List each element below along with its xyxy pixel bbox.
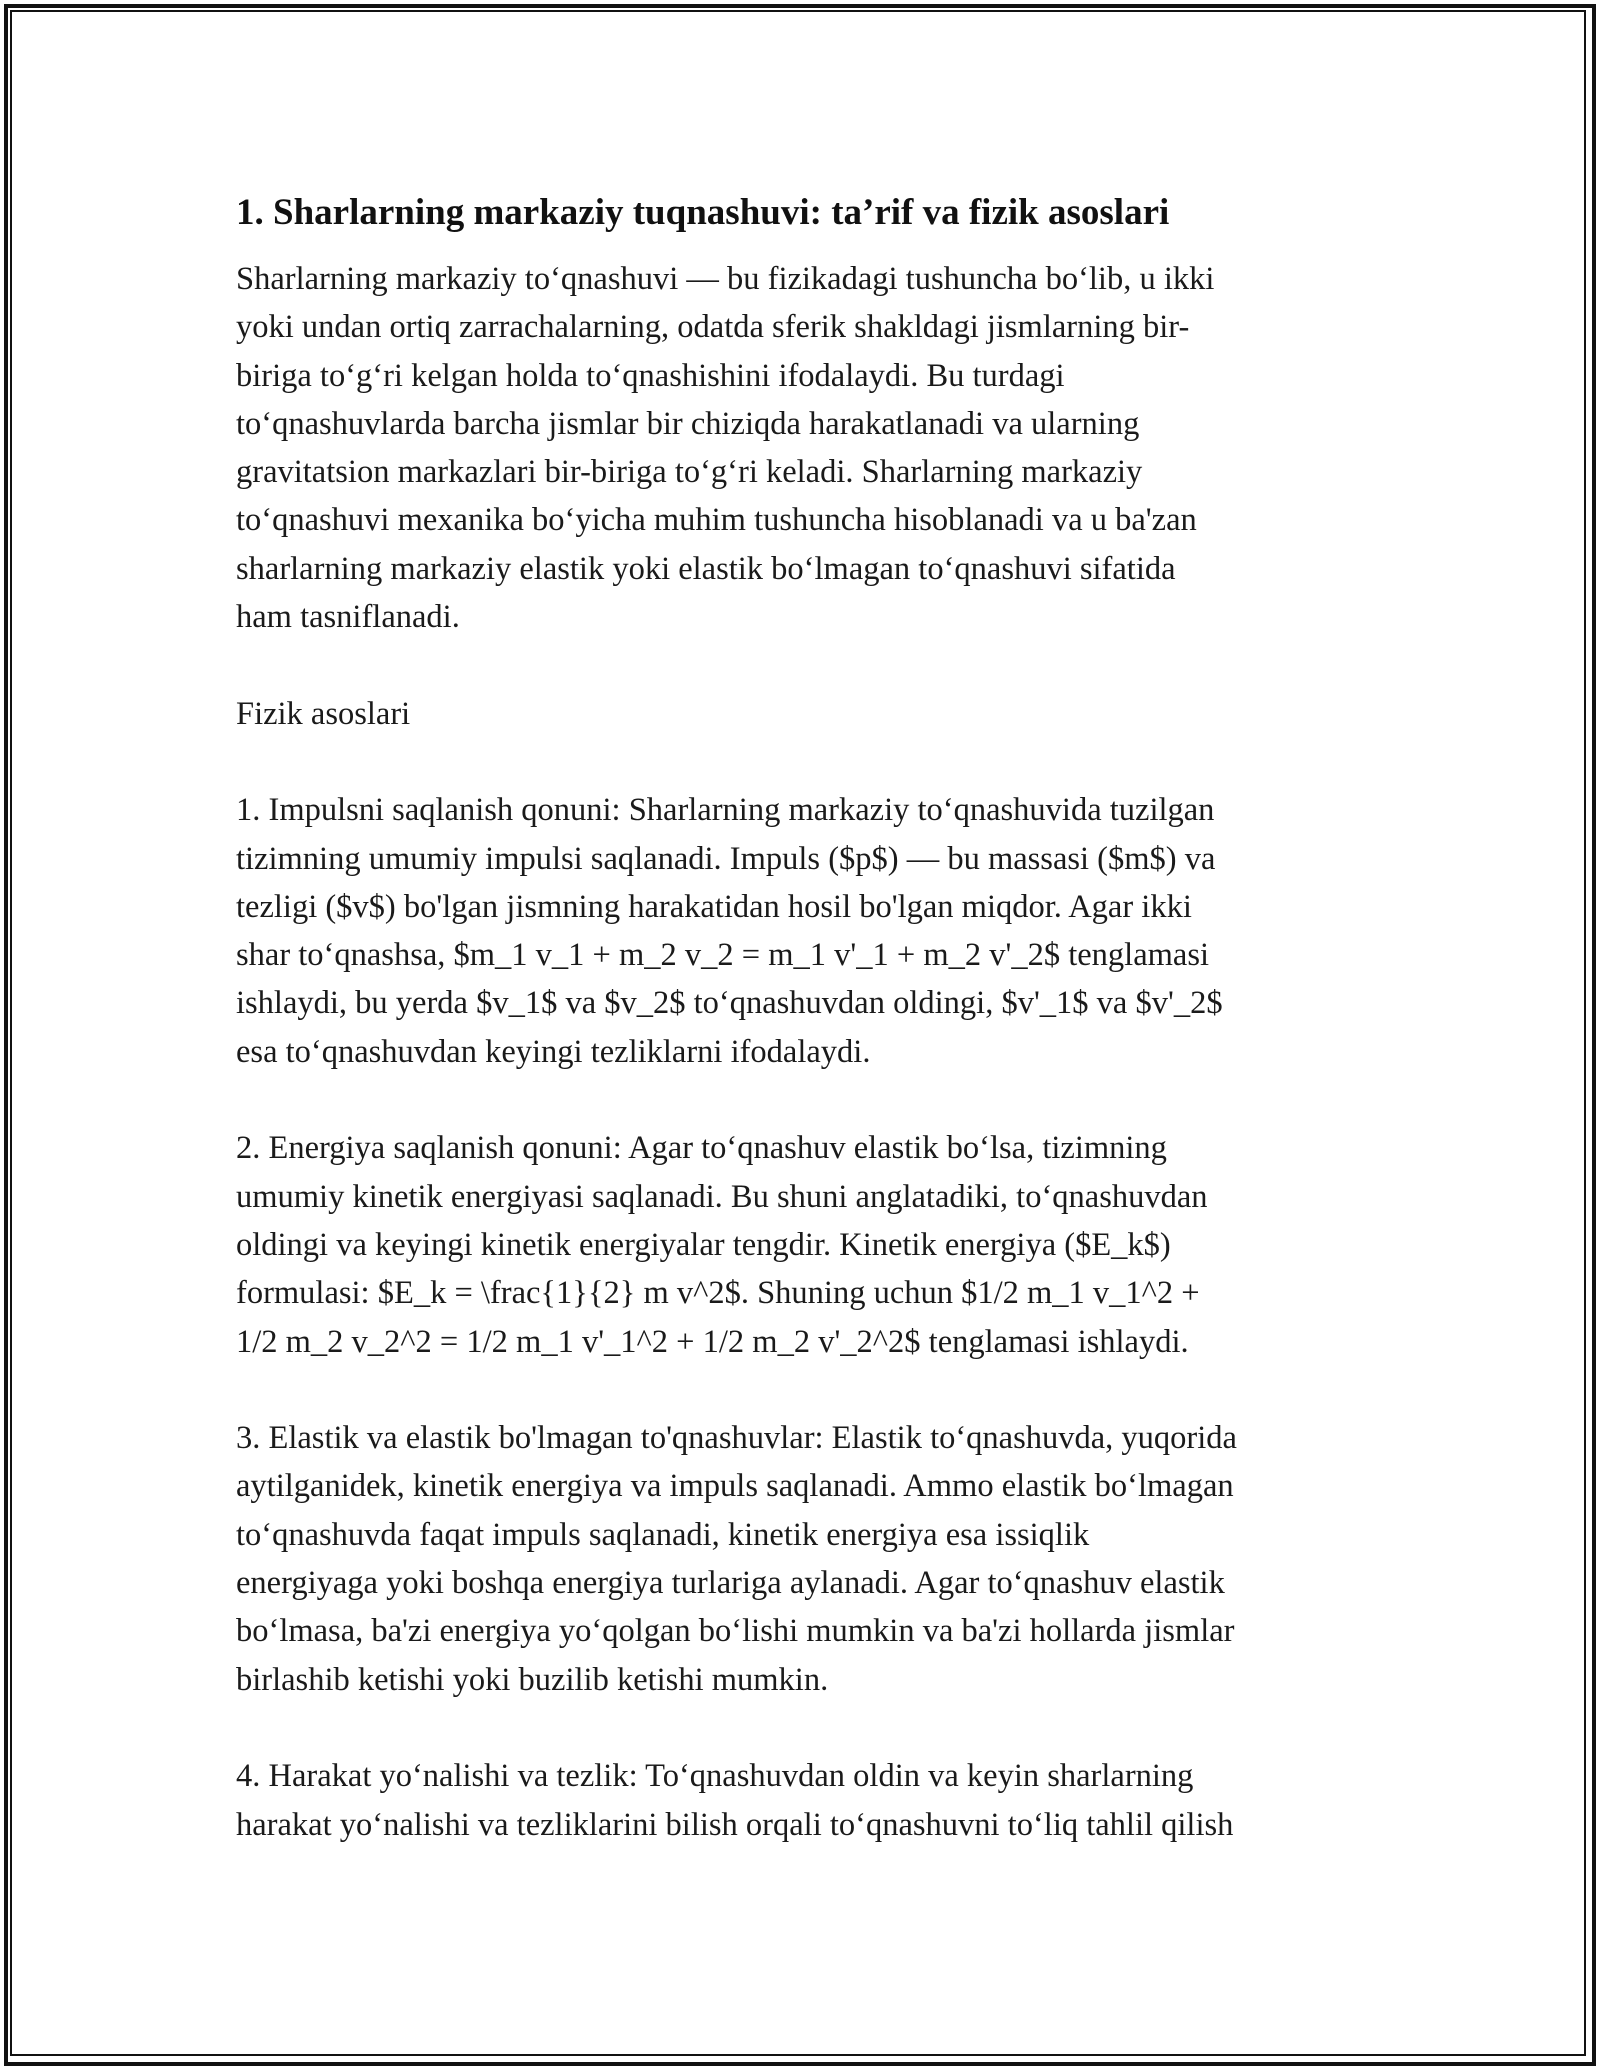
paragraph xyxy=(236,1124,1386,1365)
paragraph-line: to‘qnashuvi mexanika bo‘yicha muhim tushuncha hisoblanadi va u ba'zan xyxy=(236,502,1197,539)
paragraph-line: tezligi ($v$) bo'lgan jismning harakatidan hosil bo'lgan miqdor. Agar ikki xyxy=(236,888,1192,925)
paragraph-line: 1. Impulsni saqlanish qonuni: Sharlarning markaziy to‘qnashuvida tuzilgan xyxy=(236,792,1215,829)
paragraph-line: ham tasniflanadi. xyxy=(236,599,460,636)
paragraph-list xyxy=(236,255,1386,1849)
paragraph-line: harakat yo‘nalishi va tezliklarini bilish orqali to‘qnashuvni to‘liq tahlil qilish xyxy=(236,1806,1234,1843)
paragraph-line: formulasi: $E_k = \frac{1}{2} m v^2$. Shuning uchun $1/2 m_1 v_1^2 + xyxy=(236,1275,1200,1312)
paragraph xyxy=(236,690,1386,738)
paragraph-line: umumiy kinetik energiyasi saqlanadi. Bu shuni anglatadiki, to‘qnashuvdan xyxy=(236,1178,1208,1215)
paragraph-line: shar to‘qnashsa, $m_1 v_1 + m_2 v_2 = m_1 v'_1 + m_2 v'_2$ tenglamasi xyxy=(236,937,1210,974)
paragraph xyxy=(236,786,1386,1076)
paragraph-line: ishlaydi, bu yerda $v_1$ va $v_2$ to‘qnashuvdan oldingi, $v'_1$ va $v'_2$ xyxy=(236,985,1223,1022)
paragraph xyxy=(236,1414,1386,1704)
paragraph-line: 2. Energiya saqlanish qonuni: Agar to‘qnashuv elastik bo‘lsa, tizimning xyxy=(236,1130,1167,1167)
paragraph xyxy=(236,255,1386,641)
paragraph-line: esa to‘qnashuvdan keyingi tezliklarni ifodalaydi. xyxy=(236,1033,871,1070)
paragraph-line: yoki undan ortiq zarrachalarning, odatda sferik shakldagi jismlarning bir- xyxy=(236,309,1190,346)
paragraph-line: to‘qnashuvlarda barcha jismlar bir chiziqda harakatlanadi va ularning xyxy=(236,405,1140,442)
paragraph-line: to‘qnashuvda faqat impuls saqlanadi, kinetik energiya esa issiqlik xyxy=(236,1516,1090,1553)
paragraph-line: 4. Harakat yo‘nalishi va tezlik: To‘qnashuvdan oldin va keyin sharlarning xyxy=(236,1758,1194,1795)
paragraph-line: energiyaga yoki boshqa energiya turlariga aylanadi. Agar to‘qnashuv elastik xyxy=(236,1565,1225,1602)
paragraph-line: Fizik asoslari xyxy=(236,695,411,732)
document-body xyxy=(236,185,1386,1897)
paragraph-line: 3. Elastik va elastik bo'lmagan to'qnashuvlar: Elastik to‘qnashuvda, yuqorida xyxy=(236,1420,1237,1457)
paragraph-line: aytilganidek, kinetik energiya va impuls saqlanadi. Ammo elastik bo‘lmagan xyxy=(236,1468,1234,1505)
paragraph-line: gravitatsion markazlari bir-biriga to‘g‘ri keladi. Sharlarning markaziy xyxy=(236,454,1143,491)
paragraph-line: tizimning umumiy impulsi saqlanadi. Impuls ($p$) — bu massasi ($m$) va xyxy=(236,840,1216,877)
paragraph-line: Sharlarning markaziy to‘qnashuvi — bu fizikadagi tushuncha bo‘lib, u ikki xyxy=(236,261,1215,297)
paragraph-line: biriga to‘g‘ri kelgan holda to‘qnashishini ifodalaydi. Bu turdagi xyxy=(236,357,1065,394)
paragraph-line: birlashib ketishi yoki buzilib ketishi mumkin. xyxy=(236,1661,829,1698)
paragraph-line: 1/2 m_2 v_2^2 = 1/2 m_1 v'_1^2 + 1/2 m_2 v'_2^2$ tenglamasi ishlaydi. xyxy=(236,1323,1189,1360)
section-heading: 1. Sharlarning markaziy tuqnashuvi: ta’rif va fizik asoslari xyxy=(236,192,1170,233)
paragraph-line: sharlarning markaziy elastik yoki elastik bo‘lmagan to‘qnashuvi sifatida xyxy=(236,550,1176,587)
paragraph-line: bo‘lmasa, ba'zi energiya yo‘qolgan bo‘lishi mumkin va ba'zi hollarda jismlar xyxy=(236,1613,1235,1650)
paragraph-line: oldingi va keyingi kinetik energiyalar tengdir. Kinetik energiya ($E_k$) xyxy=(236,1226,1171,1263)
paragraph xyxy=(236,1752,1386,1849)
